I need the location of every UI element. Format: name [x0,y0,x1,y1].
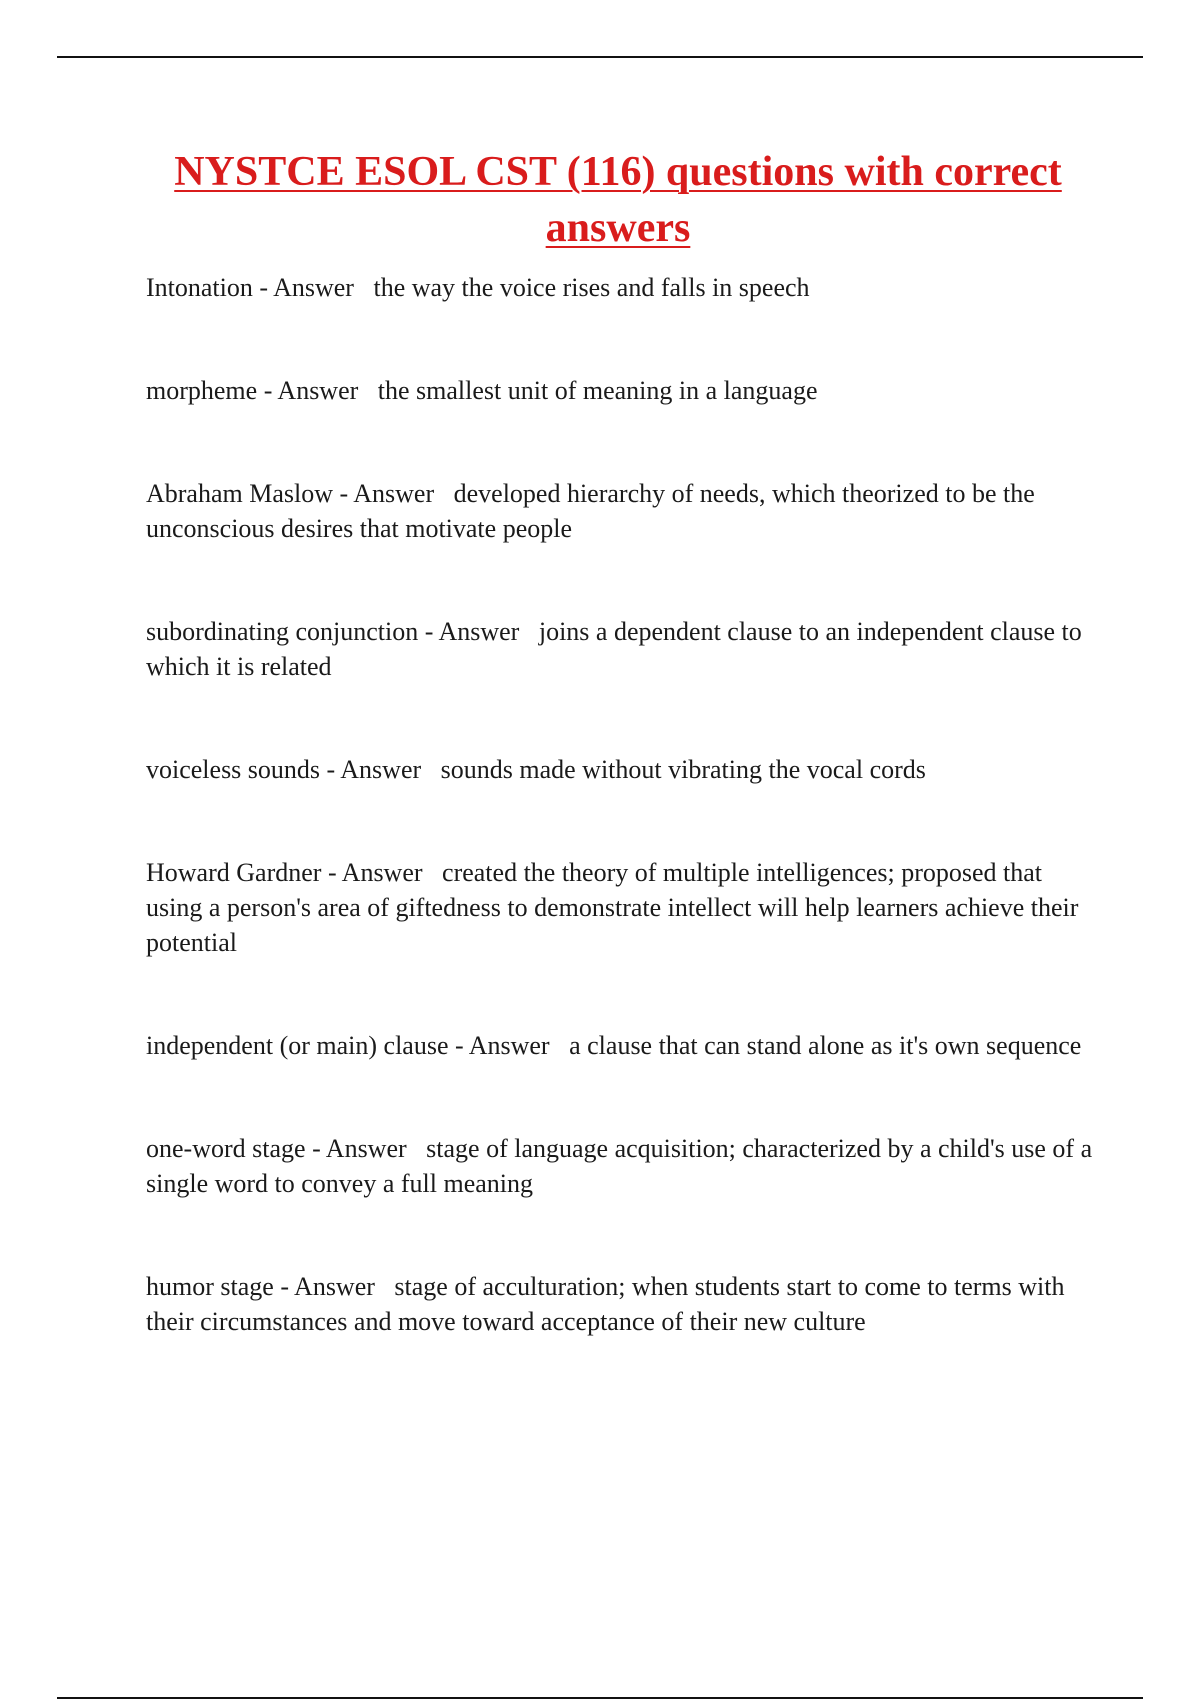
qa-answer: created the theory of multiple intelligences; proposed that using a person's area of giftedness to demonstrate intellect will help learners achieve their potential [146,858,1079,957]
qa-answer: developed hierarchy of needs, which theorized to be the unconscious desires that motivate people [146,479,1035,543]
qa-term: Intonation [146,273,253,302]
answer-separator: - Answer [305,1134,427,1163]
qa-term: morpheme [146,376,258,405]
qa-answer: stage of acculturation; when students start to come to terms with their circumstances and move toward acceptance of their new culture [146,1272,1065,1336]
qa-answer: joins a dependent clause to an independent clause to which it is related [146,617,1082,681]
answer-separator: - Answer [321,858,443,887]
answer-separator: - Answer [448,1031,570,1060]
qa-item [146,614,1096,684]
qa-term: one-word stage [146,1134,306,1163]
qa-answer: a clause that can stand alone as it's own sequence [569,1031,1082,1060]
qa-item [146,1028,1096,1063]
document-title: NYSTCE ESOL CST (116) questions with correct answers [174,149,1062,251]
qa-item [146,270,1096,305]
answer-separator: - Answer [418,617,539,646]
qa-answer: the way the voice rises and falls in speech [373,273,810,302]
qa-item [146,1131,1096,1201]
answer-separator: - Answer [320,755,441,784]
qa-term: independent (or main) clause [146,1031,449,1060]
answer-separator: - Answer [252,273,374,302]
answer-separator: - Answer [273,1272,395,1301]
qa-item [146,855,1096,960]
qa-list [146,270,1096,1407]
answer-separator: - Answer [333,479,454,508]
qa-term: voiceless sounds [146,755,321,784]
qa-item [146,476,1096,546]
qa-item [146,752,1096,787]
qa-answer: sounds made without vibrating the vocal cords [440,755,926,784]
page-top-rule [57,56,1143,58]
qa-term: Howard Gardner [146,858,322,887]
page-bottom-rule [57,1697,1143,1699]
qa-term: humor stage [146,1272,274,1301]
qa-term: Abraham Maslow [146,479,334,508]
qa-answer: stage of language acquisition; characterized by a child's use of a single word to convey a full meaning [146,1134,1093,1198]
answer-separator: - Answer [257,376,378,405]
qa-item [146,373,1096,408]
qa-item [146,1269,1096,1339]
qa-term: subordinating conjunction [146,617,419,646]
qa-answer: the smallest unit of meaning in a language [377,376,818,405]
